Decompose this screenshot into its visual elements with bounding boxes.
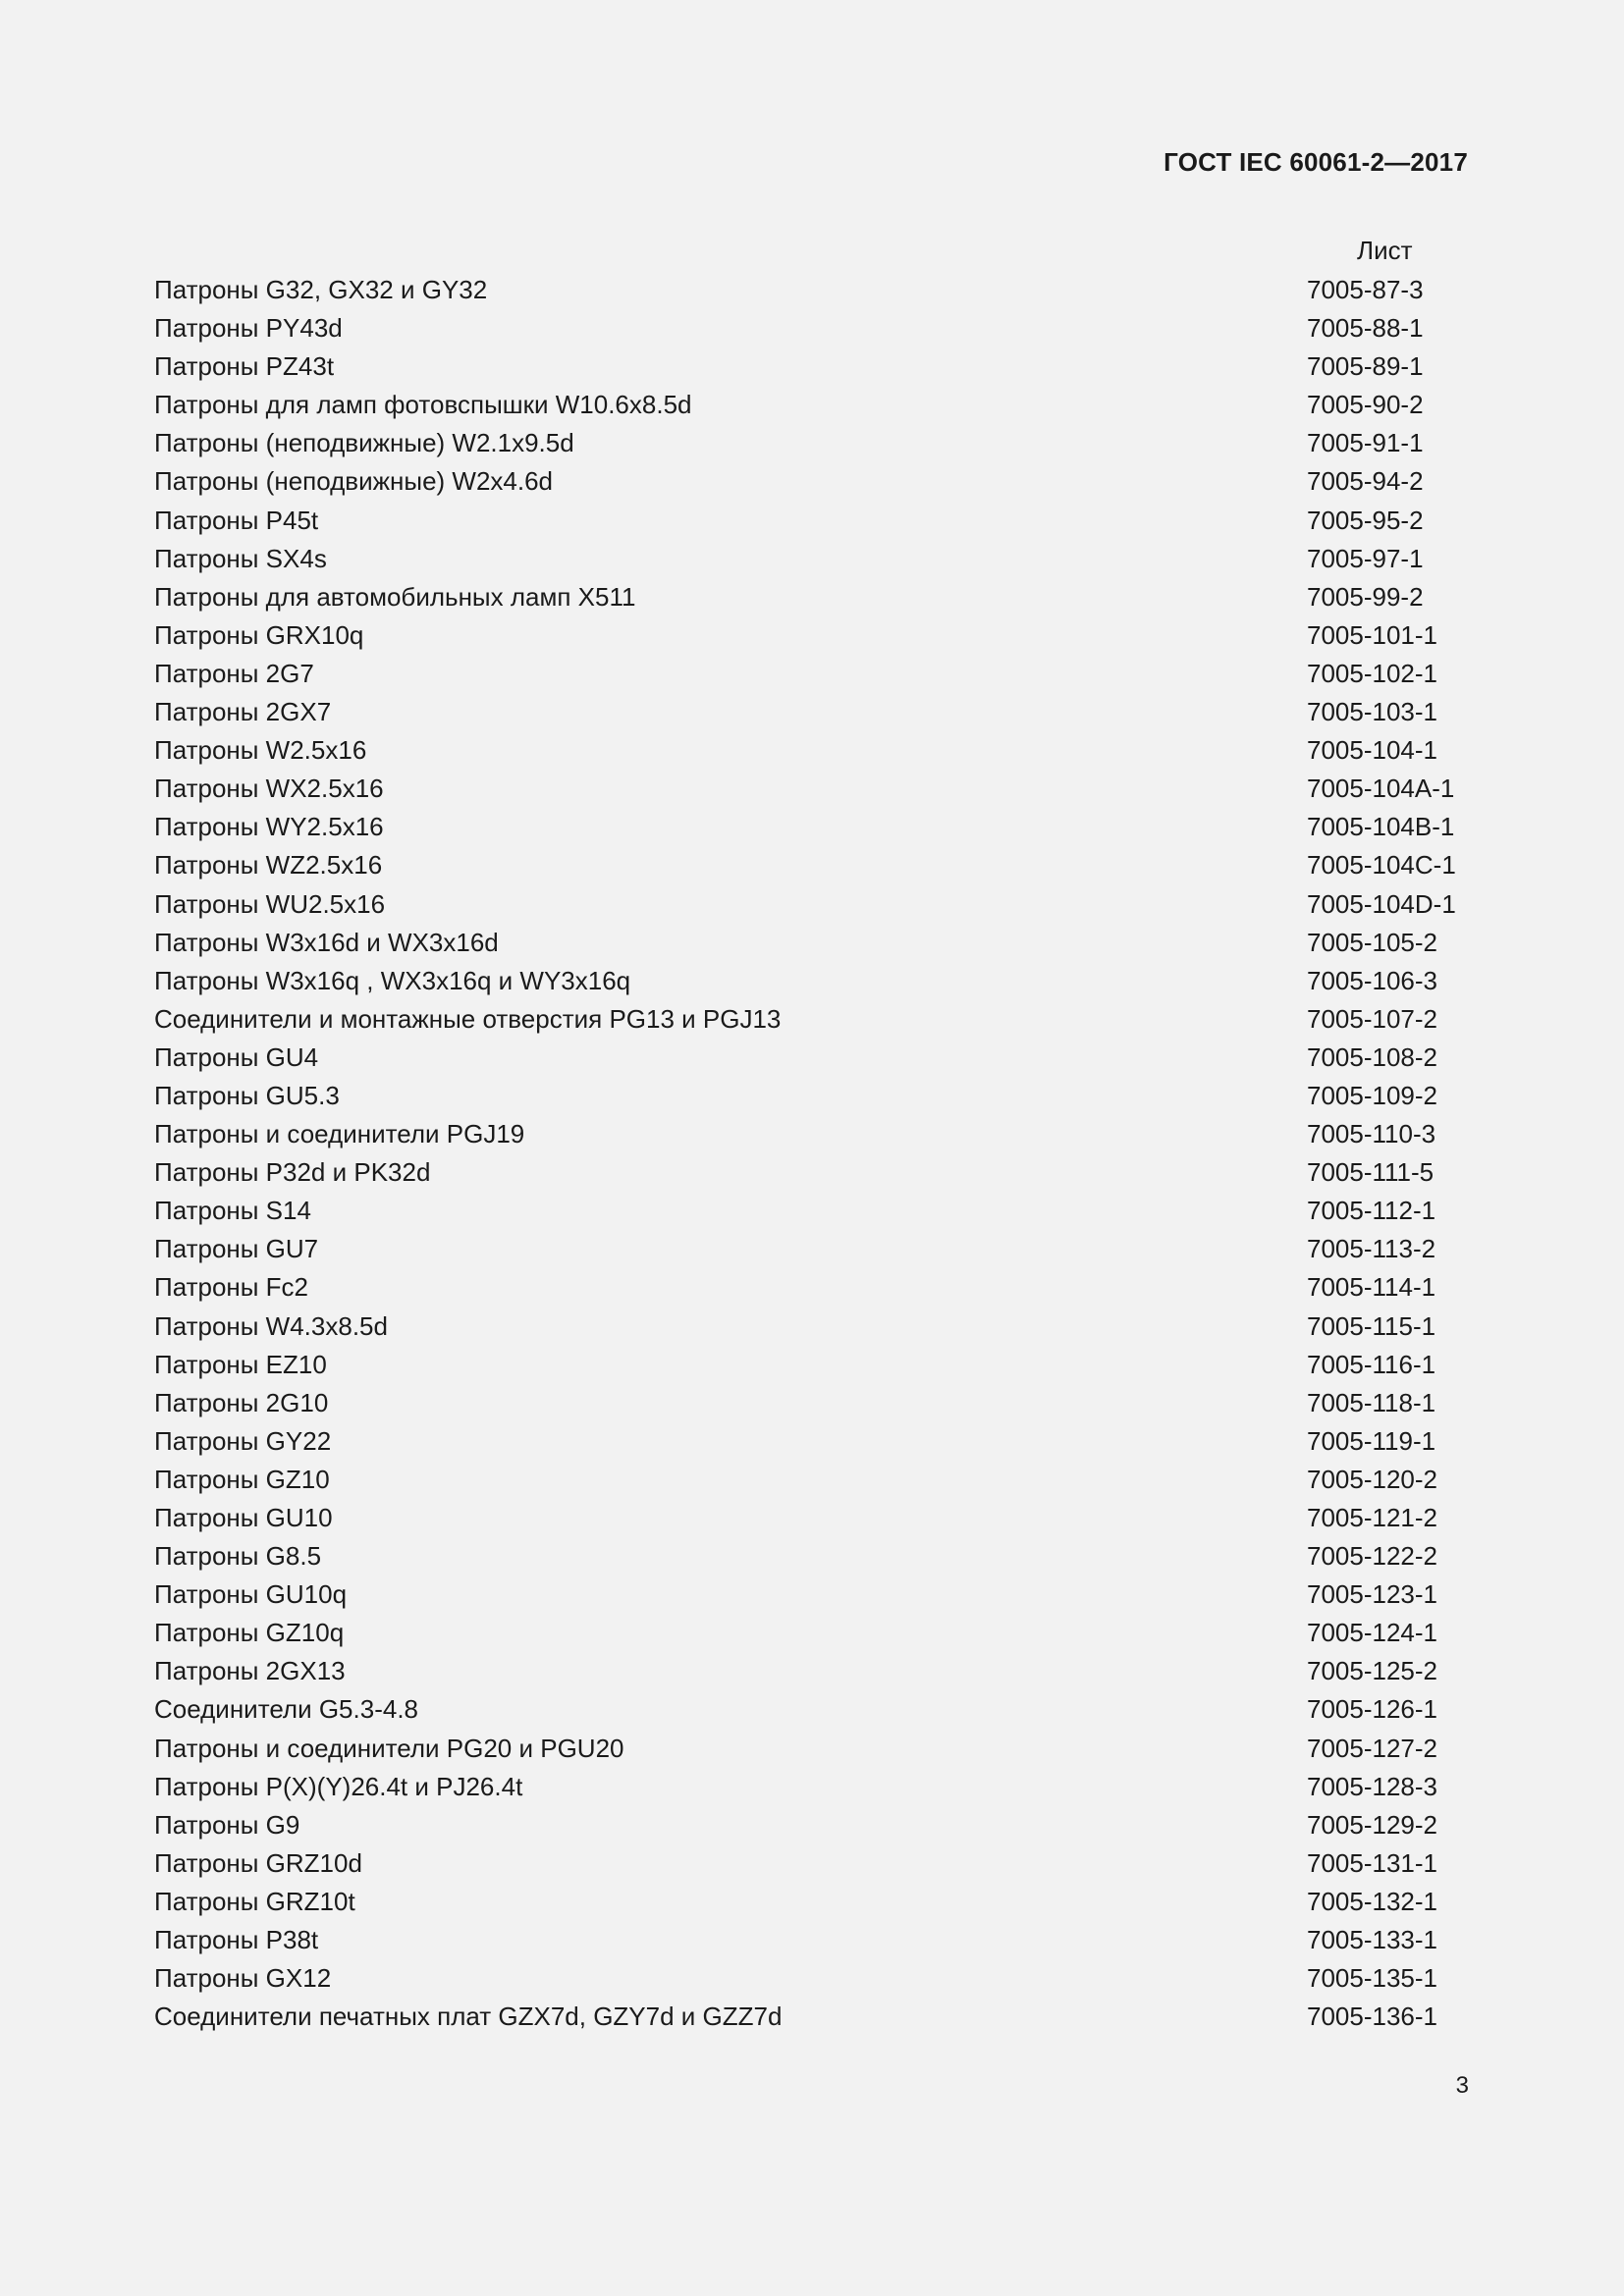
list-item bbox=[154, 1268, 1470, 1307]
item-title: Патроны W2.5x16 bbox=[154, 735, 367, 766]
item-title: Патроны GZ10q bbox=[154, 1618, 345, 1648]
item-title: Патроны Fc2 bbox=[154, 1272, 309, 1303]
item-title: Патроны GX12 bbox=[154, 1963, 332, 1994]
list-item bbox=[154, 1921, 1470, 1959]
list-item bbox=[154, 693, 1470, 731]
list-item bbox=[154, 1614, 1470, 1652]
item-sheet-number: 7005-124-1 bbox=[1307, 1618, 1437, 1648]
item-title: Патроны GU7 bbox=[154, 1234, 319, 1264]
item-title: Патроны G9 bbox=[154, 1809, 300, 1840]
item-title: Патроны GRZ10t bbox=[154, 1886, 355, 1916]
item-title: Патроны PY43d bbox=[154, 313, 343, 344]
list-item bbox=[154, 1308, 1470, 1346]
list-item bbox=[154, 808, 1470, 846]
list-item bbox=[154, 1153, 1470, 1192]
list-item bbox=[154, 1192, 1470, 1230]
item-title: Патроны 2GX13 bbox=[154, 1656, 346, 1686]
list-item bbox=[154, 1537, 1470, 1575]
item-sheet-number: 7005-104C-1 bbox=[1307, 850, 1456, 881]
item-sheet-number: 7005-104-1 bbox=[1307, 735, 1437, 766]
item-sheet-number: 7005-136-1 bbox=[1307, 2002, 1437, 2032]
list-item bbox=[154, 1499, 1470, 1537]
list-item bbox=[154, 924, 1470, 962]
item-title: Патроны (неподвижные) W2.1x9.5d bbox=[154, 428, 574, 458]
item-title: Патроны GU5.3 bbox=[154, 1080, 340, 1110]
item-title: Патроны GU10 bbox=[154, 1503, 333, 1532]
item-title: Патроны WX2.5x16 bbox=[154, 774, 384, 804]
list-item bbox=[154, 424, 1470, 462]
item-title: Патроны G32, GX32 и GY32 bbox=[154, 275, 488, 304]
item-sheet-number: 7005-109-2 bbox=[1307, 1080, 1437, 1110]
item-sheet-number: 7005-118-1 bbox=[1307, 1387, 1436, 1417]
list-item bbox=[154, 770, 1470, 808]
list-item bbox=[154, 616, 1470, 655]
item-sheet-number: 7005-113-2 bbox=[1307, 1234, 1436, 1264]
item-title: Патроны WZ2.5x16 bbox=[154, 850, 383, 881]
item-sheet-number: 7005-104D-1 bbox=[1307, 888, 1456, 919]
item-sheet-number: 7005-128-3 bbox=[1307, 1771, 1437, 1801]
item-sheet-number: 7005-125-2 bbox=[1307, 1656, 1437, 1686]
item-title: Патроны и соединители PG20 и PGU20 bbox=[154, 1733, 624, 1763]
item-title: Патроны SX4s bbox=[154, 543, 327, 573]
item-title: Патроны P38t bbox=[154, 1925, 319, 1955]
contents-list bbox=[154, 271, 1470, 2036]
item-sheet-number: 7005-120-2 bbox=[1307, 1464, 1437, 1494]
item-sheet-number: 7005-110-3 bbox=[1307, 1119, 1436, 1149]
sheet-column-header: Лист bbox=[1357, 236, 1413, 265]
page-number: 3 bbox=[1455, 2072, 1469, 2099]
item-sheet-number: 7005-122-2 bbox=[1307, 1541, 1437, 1572]
document-header: ГОСТ IEC 60061-2—2017 bbox=[1164, 147, 1468, 177]
list-item bbox=[154, 347, 1470, 386]
item-sheet-number: 7005-103-1 bbox=[1307, 697, 1437, 727]
item-sheet-number: 7005-104B-1 bbox=[1307, 812, 1455, 842]
item-title: Патроны W4.3x8.5d bbox=[154, 1310, 388, 1341]
list-item bbox=[154, 1461, 1470, 1499]
item-title: Патроны G8.5 bbox=[154, 1541, 322, 1572]
list-item bbox=[154, 309, 1470, 347]
item-title: Патроны WU2.5x16 bbox=[154, 888, 386, 919]
list-item bbox=[154, 846, 1470, 884]
list-item bbox=[154, 1039, 1470, 1077]
list-item bbox=[154, 1077, 1470, 1115]
list-item bbox=[154, 655, 1470, 693]
list-item bbox=[154, 502, 1470, 540]
item-title: Патроны 2GX7 bbox=[154, 697, 332, 727]
item-title: Патроны и соединители PGJ19 bbox=[154, 1119, 525, 1149]
item-sheet-number: 7005-104A-1 bbox=[1307, 774, 1455, 804]
list-item bbox=[154, 578, 1470, 616]
item-sheet-number: 7005-135-1 bbox=[1307, 1963, 1437, 1994]
list-item bbox=[154, 1690, 1470, 1729]
item-sheet-number: 7005-101-1 bbox=[1307, 619, 1437, 650]
item-sheet-number: 7005-114-1 bbox=[1307, 1272, 1436, 1303]
item-sheet-number: 7005-106-3 bbox=[1307, 965, 1437, 995]
item-title: Патроны GU10q bbox=[154, 1579, 348, 1610]
item-sheet-number: 7005-129-2 bbox=[1307, 1809, 1437, 1840]
list-item bbox=[154, 1422, 1470, 1461]
item-title: Патроны GU4 bbox=[154, 1041, 319, 1072]
list-item bbox=[154, 1346, 1470, 1384]
item-title: Патроны PZ43t bbox=[154, 351, 335, 382]
list-item bbox=[154, 1844, 1470, 1883]
list-item bbox=[154, 1652, 1470, 1690]
item-sheet-number: 7005-99-2 bbox=[1307, 581, 1424, 612]
list-item bbox=[154, 1575, 1470, 1614]
list-item bbox=[154, 1384, 1470, 1422]
item-title: Патроны GRX10q bbox=[154, 619, 364, 650]
list-item bbox=[154, 1115, 1470, 1153]
item-title: Патроны S14 bbox=[154, 1196, 311, 1226]
item-sheet-number: 7005-119-1 bbox=[1307, 1425, 1436, 1456]
item-title: Патроны W3x16d и WX3x16d bbox=[154, 927, 499, 957]
list-item bbox=[154, 540, 1470, 578]
item-sheet-number: 7005-133-1 bbox=[1307, 1925, 1437, 1955]
item-title: Соединители и монтажные отверстия PG13 и PGJ13 bbox=[154, 1003, 782, 1034]
item-sheet-number: 7005-126-1 bbox=[1307, 1694, 1437, 1725]
item-sheet-number: 7005-102-1 bbox=[1307, 658, 1437, 688]
item-sheet-number: 7005-121-2 bbox=[1307, 1503, 1437, 1532]
item-title: Патроны (неподвижные) W2x4.6d bbox=[154, 466, 554, 497]
item-sheet-number: 7005-115-1 bbox=[1307, 1310, 1436, 1341]
list-item bbox=[154, 1230, 1470, 1268]
item-sheet-number: 7005-123-1 bbox=[1307, 1579, 1437, 1610]
item-title: Патроны для ламп фотовспышки W10.6x8.5d bbox=[154, 390, 692, 420]
item-sheet-number: 7005-95-2 bbox=[1307, 505, 1424, 535]
list-item bbox=[154, 1959, 1470, 1998]
item-title: Патроны P(X)(Y)26.4t и PJ26.4t bbox=[154, 1771, 523, 1801]
item-title: Патроны P32d и PK32d bbox=[154, 1157, 431, 1188]
item-title: Патроны P45t bbox=[154, 505, 319, 535]
list-item bbox=[154, 1000, 1470, 1039]
list-item bbox=[154, 1730, 1470, 1768]
item-sheet-number: 7005-107-2 bbox=[1307, 1003, 1437, 1034]
list-item bbox=[154, 1883, 1470, 1921]
item-sheet-number: 7005-88-1 bbox=[1307, 313, 1424, 344]
item-sheet-number: 7005-91-1 bbox=[1307, 428, 1424, 458]
item-title: Патроны GRZ10d bbox=[154, 1847, 362, 1878]
item-title: Патроны WY2.5x16 bbox=[154, 812, 384, 842]
item-title: Соединители G5.3-4.8 bbox=[154, 1694, 419, 1725]
item-sheet-number: 7005-105-2 bbox=[1307, 927, 1437, 957]
item-sheet-number: 7005-90-2 bbox=[1307, 390, 1424, 420]
item-title: Патроны для автомобильных ламп X511 bbox=[154, 581, 636, 612]
list-item bbox=[154, 271, 1470, 309]
list-item bbox=[154, 962, 1470, 1000]
item-title: Патроны GZ10 bbox=[154, 1464, 330, 1494]
item-title: Патроны 2G7 bbox=[154, 658, 314, 688]
list-item bbox=[154, 462, 1470, 501]
list-item bbox=[154, 731, 1470, 770]
item-sheet-number: 7005-112-1 bbox=[1307, 1196, 1436, 1226]
list-item bbox=[154, 1806, 1470, 1844]
list-item bbox=[154, 885, 1470, 924]
item-sheet-number: 7005-94-2 bbox=[1307, 466, 1424, 497]
item-sheet-number: 7005-97-1 bbox=[1307, 543, 1424, 573]
item-sheet-number: 7005-111-5 bbox=[1307, 1157, 1435, 1188]
item-sheet-number: 7005-89-1 bbox=[1307, 351, 1424, 382]
list-item bbox=[154, 386, 1470, 424]
item-title: Патроны EZ10 bbox=[154, 1349, 327, 1379]
item-sheet-number: 7005-87-3 bbox=[1307, 275, 1424, 304]
item-sheet-number: 7005-108-2 bbox=[1307, 1041, 1437, 1072]
list-item bbox=[154, 1768, 1470, 1806]
item-sheet-number: 7005-131-1 bbox=[1307, 1847, 1437, 1878]
item-sheet-number: 7005-132-1 bbox=[1307, 1886, 1437, 1916]
item-title: Соединители печатных плат GZX7d, GZY7d и GZZ7d bbox=[154, 2002, 783, 2032]
item-title: Патроны 2G10 bbox=[154, 1387, 329, 1417]
item-sheet-number: 7005-127-2 bbox=[1307, 1733, 1437, 1763]
item-sheet-number: 7005-116-1 bbox=[1307, 1349, 1436, 1379]
item-title: Патроны GY22 bbox=[154, 1425, 332, 1456]
list-item bbox=[154, 1998, 1470, 2036]
item-title: Патроны W3x16q , WX3x16q и WY3x16q bbox=[154, 965, 631, 995]
